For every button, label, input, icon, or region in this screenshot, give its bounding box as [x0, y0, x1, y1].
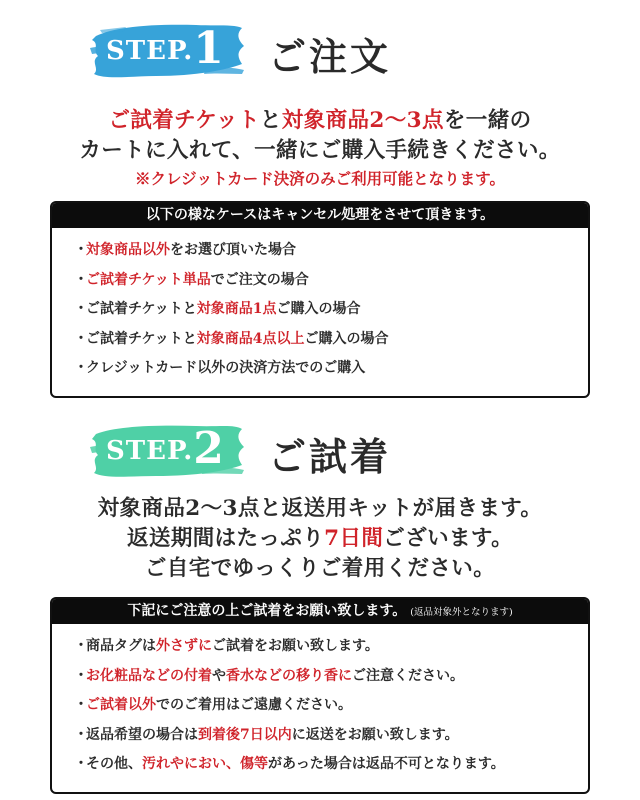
- list-item: ・返品希望の場合は到着後7日以内に返送をお願い致します。: [74, 726, 459, 743]
- step2-intro-line3: ご自宅でゆっくりご着用ください。: [144, 556, 496, 581]
- cancel-cases-box: [50, 201, 590, 398]
- step1-title: ご注文: [268, 34, 392, 79]
- list-item: ・ご試着チケットと対象商品1点ご購入の場合: [74, 301, 361, 318]
- cancel-cases-header: 以下の様なケースはキャンセル処理をさせて頂きます。: [52, 203, 588, 228]
- step1-intro-line1: ご試着チケットと対象商品2～3点を一緒の: [108, 108, 532, 133]
- list-item: ・お化粧品などの付着や香水などの移り香にご注意ください。: [74, 667, 464, 684]
- list-item: ・ご試着以外でのご着用はご遠慮ください。: [74, 697, 352, 714]
- step2-intro-line1: 対象商品2～3点と返送用キットが届きます。: [97, 496, 543, 521]
- cancel-cases-list: [52, 228, 588, 384]
- step1-intro: [0, 106, 640, 192]
- list-item: ・ご試着チケットと対象商品4点以上ご購入の場合: [74, 330, 389, 347]
- step1-badge: [86, 18, 246, 82]
- try-on-notes-box: [50, 597, 590, 794]
- try-on-notes-header: 下記にご注意の上ご試着をお願い致します。 (返品対象外となります): [52, 599, 588, 624]
- step1-payment-note: ※クレジットカード決済のみご利用可能となります。: [135, 169, 505, 188]
- step2-title: ご試着: [268, 434, 392, 479]
- step1-badge-label: STEP.1: [106, 23, 225, 74]
- list-item: ・商品タグは外さずにご試着をお願い致します。: [74, 638, 379, 654]
- step2-badge-label: STEP.2: [106, 423, 225, 474]
- step2-header: [0, 408, 640, 492]
- step2-badge: [86, 418, 246, 482]
- step1-header: [0, 8, 640, 92]
- list-item: ・その他、汚れやにおい、傷等があった場合は返品不可となります。: [74, 756, 505, 773]
- list-item: ・対象商品以外をお選び頂いた場合: [74, 242, 296, 258]
- step2-intro: [0, 494, 640, 584]
- list-item: ・クレジットカード以外の決済方法でのご購入: [74, 360, 366, 377]
- step1-intro-line2: カートに入れて、一緒にご購入手続きください。: [79, 138, 561, 163]
- try-on-notes-list: [52, 624, 588, 780]
- step2-intro-line2: 返送期間はたっぷり7日間ございます。: [127, 526, 513, 551]
- list-item: ・ご試着チケット単品でご注文の場合: [74, 271, 309, 288]
